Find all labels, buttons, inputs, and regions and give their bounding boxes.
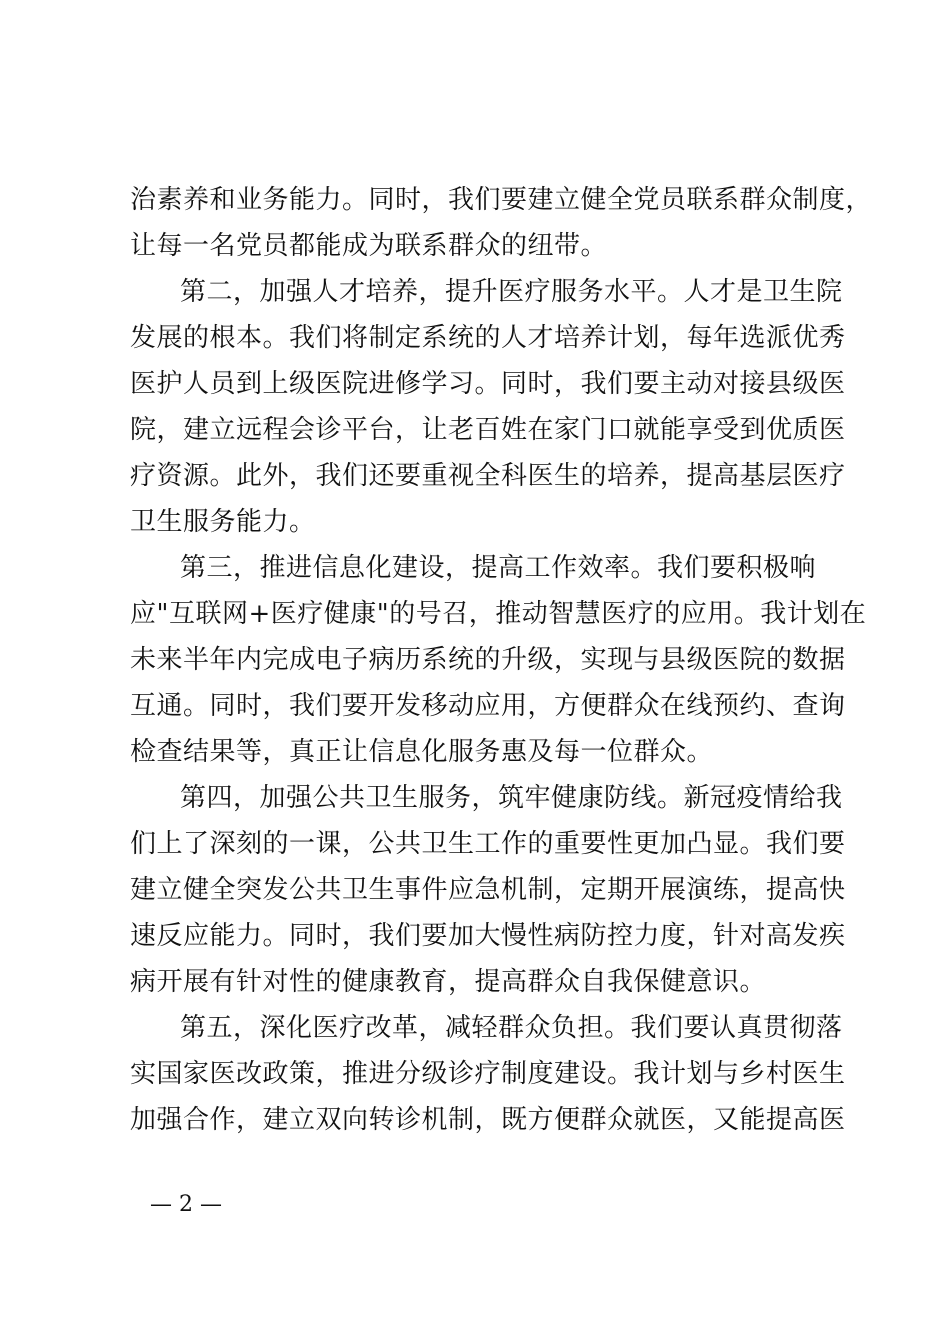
paragraph-line: 第二，加强人才培养，提升医疗服务水平。人才是卫生院	[180, 277, 843, 307]
page-number: — 2 —	[150, 1192, 222, 1217]
paragraph-line: 卫生服务能力。	[130, 507, 316, 537]
paragraph-line: 医护人员到上级医院进修学习。同时，我们要主动对接县级医	[130, 369, 846, 399]
paragraph-line: 第三，推进信息化建设，提高工作效率。我们要积极响	[180, 553, 817, 583]
paragraph-line: 检查结果等，真正让信息化服务惠及每一位群众。	[130, 737, 714, 767]
paragraph-line: 第四，加强公共卫生服务，筑牢健康防线。新冠疫情给我	[180, 783, 843, 813]
paragraph-line: 未来半年内完成电子病历系统的升级，实现与县级医院的数据	[130, 645, 846, 675]
paragraph-line: 速反应能力。同时，我们要加大慢性病防控力度，针对高发疾	[130, 921, 846, 951]
paragraph-line: 发展的根本。我们将制定系统的人才培养计划，每年选派优秀	[130, 323, 846, 353]
paragraph-line: 病开展有针对性的健康教育，提高群众自我保健意识。	[130, 967, 767, 997]
paragraph-line: 让每一名党员都能成为联系群众的纽带。	[130, 231, 608, 261]
paragraph-line: 建立健全突发公共卫生事件应急机制，定期开展演练，提高快	[130, 875, 846, 905]
paragraph-line: 应"互联网+医疗健康"的号召，推动智慧医疗的应用。我计划在	[130, 599, 867, 629]
paragraph-line: 院，建立远程会诊平台，让老百姓在家门口就能享受到优质医	[130, 415, 846, 445]
paragraph-line: 实国家医改政策，推进分级诊疗制度建设。我计划与乡村医生	[130, 1059, 846, 1089]
paragraph-line: 第五，深化医疗改革，减轻群众负担。我们要认真贯彻落	[180, 1013, 843, 1043]
paragraph-line: 加强合作，建立双向转诊机制，既方便群众就医，又能提高医	[130, 1105, 846, 1135]
paragraph-line: 互通。同时，我们要开发移动应用，方便群众在线预约、查询	[130, 691, 846, 721]
paragraph-line: 们上了深刻的一课，公共卫生工作的重要性更加凸显。我们要	[130, 829, 846, 859]
paragraph-line: 疗资源。此外，我们还要重视全科医生的培养，提高基层医疗	[130, 461, 846, 491]
paragraph-line: 治素养和业务能力。同时，我们要建立健全党员联系群众制度，	[130, 185, 873, 215]
